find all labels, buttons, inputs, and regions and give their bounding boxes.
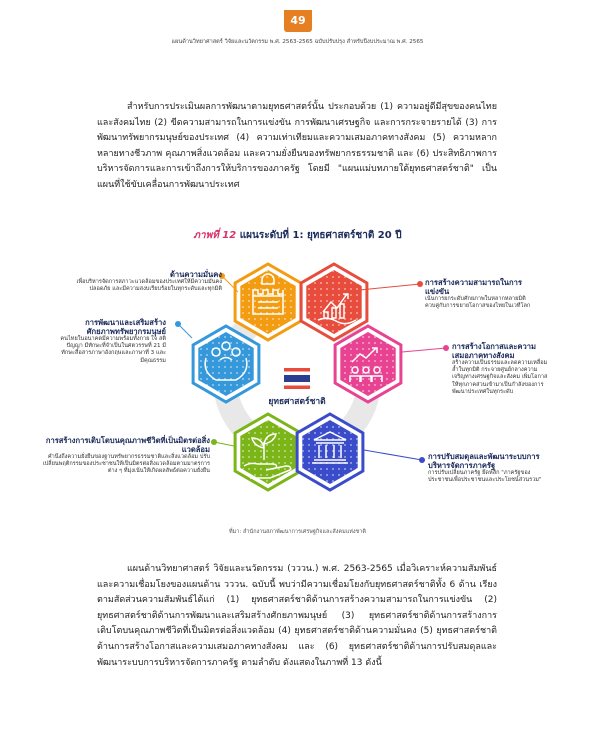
figure-caption bbox=[0, 228, 595, 243]
strategy-environment bbox=[40, 436, 210, 476]
strategy-title: การสร้างการเติบโตบนคุณภาพชีวิตที่เป็นมิตรต่อสิ่งแวดล้อม bbox=[45, 436, 210, 454]
strategy-desc: คนไทยในอนาคตมีความพร้อมทั้งกาย ใจ สติปัญญา มีทักษะที่จำเป็นในศตวรรษที่ 21 มีทักษะสื่อสารภาษาอังกฤษและภาษาที่ 3 และมีคุณธรรม bbox=[60, 336, 166, 364]
connector-dot-environment bbox=[211, 439, 217, 445]
strategy-desc: เพื่อบริหารจัดการสภาวะแวดล้อมของประเทศให้มีความมั่นคงปลอดภัย และมีความสงบเรียบร้อยในทุกระดับและทุกมิติ bbox=[76, 279, 222, 293]
connector-dot-human bbox=[175, 321, 181, 327]
thai-flag-icon bbox=[284, 368, 310, 389]
connector-line-governance bbox=[364, 450, 422, 460]
figure-label: ภาพที่ 12 bbox=[193, 230, 237, 241]
page-number: 49 bbox=[284, 10, 312, 32]
figure-title: แผนระดับที่ 1: ยุทธศาสตร์ชาติ 20 ปี bbox=[239, 230, 402, 241]
center-label: ยุทธศาสตร์ชาติ bbox=[268, 397, 326, 407]
strategy-desc: การปรับเปลี่ยนภาครัฐ ยึดหลัก "ภาครัฐของประชาชนเพื่อประชาชนและประโยชน์ส่วนรวม" bbox=[428, 470, 542, 484]
connector-line-competitiveness bbox=[360, 284, 420, 290]
strategy-governance bbox=[428, 452, 550, 484]
strategy-equality bbox=[452, 342, 550, 396]
connector-dot-equality bbox=[443, 345, 449, 351]
strategy-desc: สร้างความเป็นธรรมและลดความเหลื่อมล้ำในทุกมิติ กระจายศูนย์กลางความเจริญทางเศรษฐกิจและสังคม เพิ่มโอกาสให้ทุกภาคส่วนเข้ามาเป็นกำลังของการพัฒนาประเทศในทุกระดับ bbox=[452, 360, 548, 395]
paragraph-relationship: แผนด้านวิทยาศาสตร์ วิจัยและนวัตกรรม (วววน.) พ.ศ. 2563-2565 เมื่อวิเคราะห์ความสัมพันธ์และความเชื่อมโยงของแผนด้าน วววน. ฉบับนี้ พบว่ามีความเชื่อมโยงกับยุทธศาสตร์ชาติทั้ง 6 ด้าน เรียงตามสัดส่วนความสัมพันธ์ได้แก่ (1) ยุทธศาสตร์ชาติด้านการสร้างความสามารถในการแข่งขัน (2) ยุทธศาสตร์ชาติด้านการพัฒนาและเสริมสร้างศักยภาพมนุษย์ (3) ยุทธศาสตร์ชาติด้านการสร้างการเติบโตบนคุณภาพชีวิตที่เป็นมิตรต่อสิ่งแวดล้อม (4) ยุทธศาสตร์ชาติด้านความมั่นคง (5) ยุทธศาสตร์ชาติด้านการสร้างโอกาสและความเสมอภาคทางสังคม และ (6) ยุทธศาสตร์ชาติด้านการปรับสมดุลและพัฒนาระบบการบริหารจัดการภาครัฐ ตามลำดับ ดังแสดงในภาพที่ 13 ดังนี้ bbox=[97, 564, 497, 668]
figure-source: ที่มา: สำนักงานสภาพัฒนาการเศรษฐกิจและสังคมแห่งชาติ bbox=[229, 529, 366, 535]
connector-line-environment bbox=[214, 442, 234, 446]
strategy-desc: คำนึงถึงความยั่งยืนของฐานทรัพยากรธรรมชาติและสิ่งแวดล้อม ปรับเปลี่ยนพฤติกรรมของประชาชนให้เป็นมิตรต่อสิ่งแวดล้อมตามมาตรการต่าง ๆ ที่มุ่งเน้นให้เกิดผลลัพธ์ต่อความยั่งยืน bbox=[42, 454, 210, 475]
connector-dot-governance bbox=[419, 457, 425, 463]
strategy-title: การพัฒนาและเสริมสร้างศักยภาพทรัพยากรมนุษย์ bbox=[85, 318, 166, 336]
strategy-desc: เน้นการยกระดับศักยภาพในหลากหลายมิติ ควบคู่กับการขยายโอกาสของไทยในเวทีโลก bbox=[425, 296, 531, 310]
running-header: แผนด้านวิทยาศาสตร์ วิจัยและนวัตกรรม พ.ศ. 2563-2565 ฉบับปรับปรุง สำหรับปีงบประมาณ พ.ศ. 2565 bbox=[171, 39, 424, 45]
strategy-title: ด้านความมั่นคง bbox=[170, 270, 222, 279]
strategy-title: การสร้างความสามารถในการแข่งขัน bbox=[425, 278, 522, 296]
paragraph-evaluation: สำหรับการประเมินผลการพัฒนาตามยุทธศาสตร์นั้น ประกอบด้วย (1) ความอยู่ดีมีสุขของคนไทยและสังคมไทย (2) ขีดความสามารถในการแข่งขัน การพัฒนาเศรษฐกิจ และการกระจายรายได้ (3) การพัฒนาทรัพยากรมนุษย์ของประเทศ (4) ความเท่าเทียมและความเสมอภาคทางสังคม (5) ความหลากหลายทางชีวภาพ คุณภาพสิ่งแวดล้อม และความยั่งยืนของทรัพยากรธรรมชาติ และ (6) ประสิทธิภาพการบริหารจัดการและการเข้าถึงการให้บริการของภาครัฐ โดยมี "แผนแม่บทภายใต้ยุทธศาสตร์ชาติ" เป็นแผนที่ใช้ขับเคลื่อนการพัฒนาประเทศ bbox=[97, 102, 497, 190]
connector-line-equality bbox=[402, 348, 446, 352]
strategy-title: การปรับสมดุลและพัฒนาระบบการบริหารจัดการภาครัฐ bbox=[428, 452, 540, 470]
strategy-security bbox=[70, 270, 222, 293]
connector-dot-competitiveness bbox=[417, 281, 423, 287]
strategy-competitiveness bbox=[425, 278, 533, 310]
strategy-title: การสร้างโอกาสและความเสมอภาคทางสังคม bbox=[452, 342, 537, 360]
strategy-human bbox=[58, 318, 166, 365]
